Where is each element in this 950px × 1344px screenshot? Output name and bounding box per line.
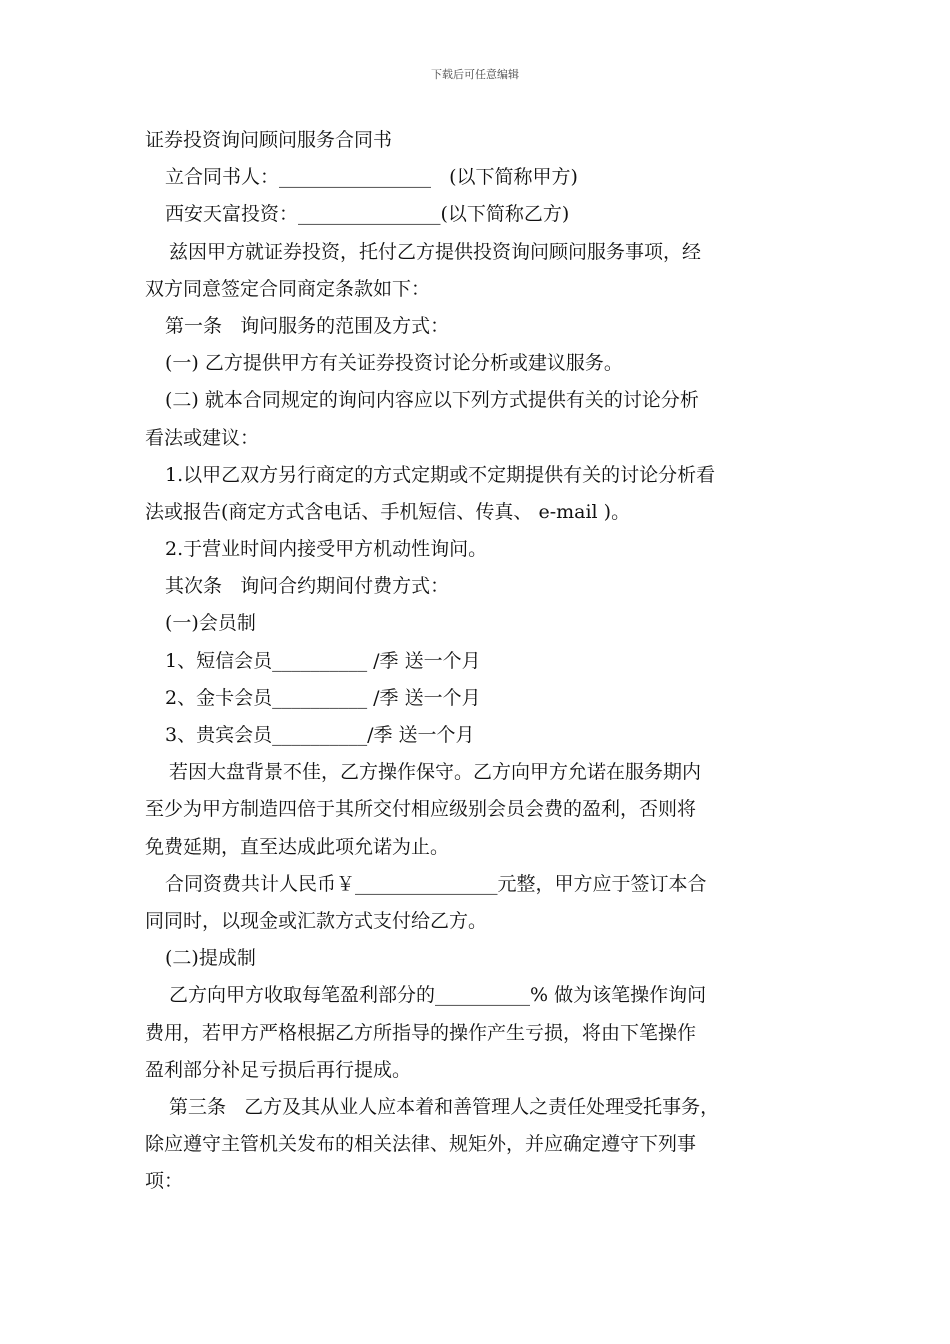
contract-line: 至少为甲方制造四倍于其所交付相应级别会员会费的盈利，否则将: [145, 798, 697, 821]
contract-line: 第三条 乙方及其从业人应本着和善管理人之责任处理受托事务，: [169, 1095, 720, 1118]
contract-line: 西安天富投资：_______________(以下简称乙方): [165, 203, 570, 226]
contract-line: 3、贵宾会员__________/季 送一个月: [165, 724, 475, 746]
contract-line: (二)提成制: [165, 947, 256, 970]
contract-line: (一) 乙方提供甲方有关证券投资讨论分析或建议服务。: [165, 352, 623, 375]
contract-line: 盈利部分补足亏损后再行提成。: [145, 1058, 412, 1081]
contract-line: 1.以甲乙双方另行商定的方式定期或不定期提供有关的讨论分析看: [165, 463, 716, 486]
contract-line: 第一条 询问服务的范围及方式：: [165, 314, 450, 337]
contract-line: (一)会员制: [165, 612, 256, 635]
contract-line: 双方同意签定合同商定条款如下：: [145, 277, 431, 300]
contract-line: 同同时，以现金或汇款方式支付给乙方。: [145, 909, 488, 932]
contract-line: 项：: [145, 1170, 184, 1193]
contract-line: 乙方向甲方收取每笔盈利部分的__________% 做为该笔操作询问: [169, 984, 707, 1007]
page-header-note: 下载后可任意编辑: [431, 68, 519, 81]
contract-line: 其次条 询问合约期间付费方式：: [165, 575, 450, 598]
contract-line: 兹因甲方就证券投资，托付乙方提供投资询问顾问服务事项，经: [169, 240, 702, 263]
contract-body: [145, 122, 813, 1200]
contract-line: 看法或建议：: [145, 426, 260, 449]
document-title: 证券投资询问顾问服务合同书: [145, 129, 393, 151]
contract-lines: [145, 159, 813, 1200]
contract-line: 2.于营业时间内接受甲方机动性询问。: [165, 538, 488, 561]
contract-line: (二) 就本合同规定的询问内容应以下列方式提供有关的讨论分析: [165, 389, 699, 412]
contract-line: 若因大盘背景不佳，乙方操作保守。乙方向甲方允诺在服务期内: [169, 761, 702, 784]
contract-line: 合同资费共计人民币￥_______________元整，甲方应于签订本合: [165, 872, 707, 895]
contract-line: 费用，若甲方严格根据乙方所指导的操作产生亏损，将由下笔操作: [145, 1021, 697, 1044]
contract-line: 1、短信会员__________ /季 送一个月: [165, 649, 481, 672]
contract-line: 免费延期，直至达成此项允诺为止。: [145, 835, 450, 858]
contract-line: 法或报告(商定方式含电话、手机短信、传真、 e-mail )。: [145, 500, 631, 523]
contract-line: 立合同书人：________________ (以下简称甲方): [165, 166, 578, 189]
contract-line: 2、金卡会员__________ /季 送一个月: [165, 686, 481, 709]
contract-line: 除应遵守主管机关发布的相关法律、规矩外，并应确定遵守下列事: [145, 1133, 697, 1156]
